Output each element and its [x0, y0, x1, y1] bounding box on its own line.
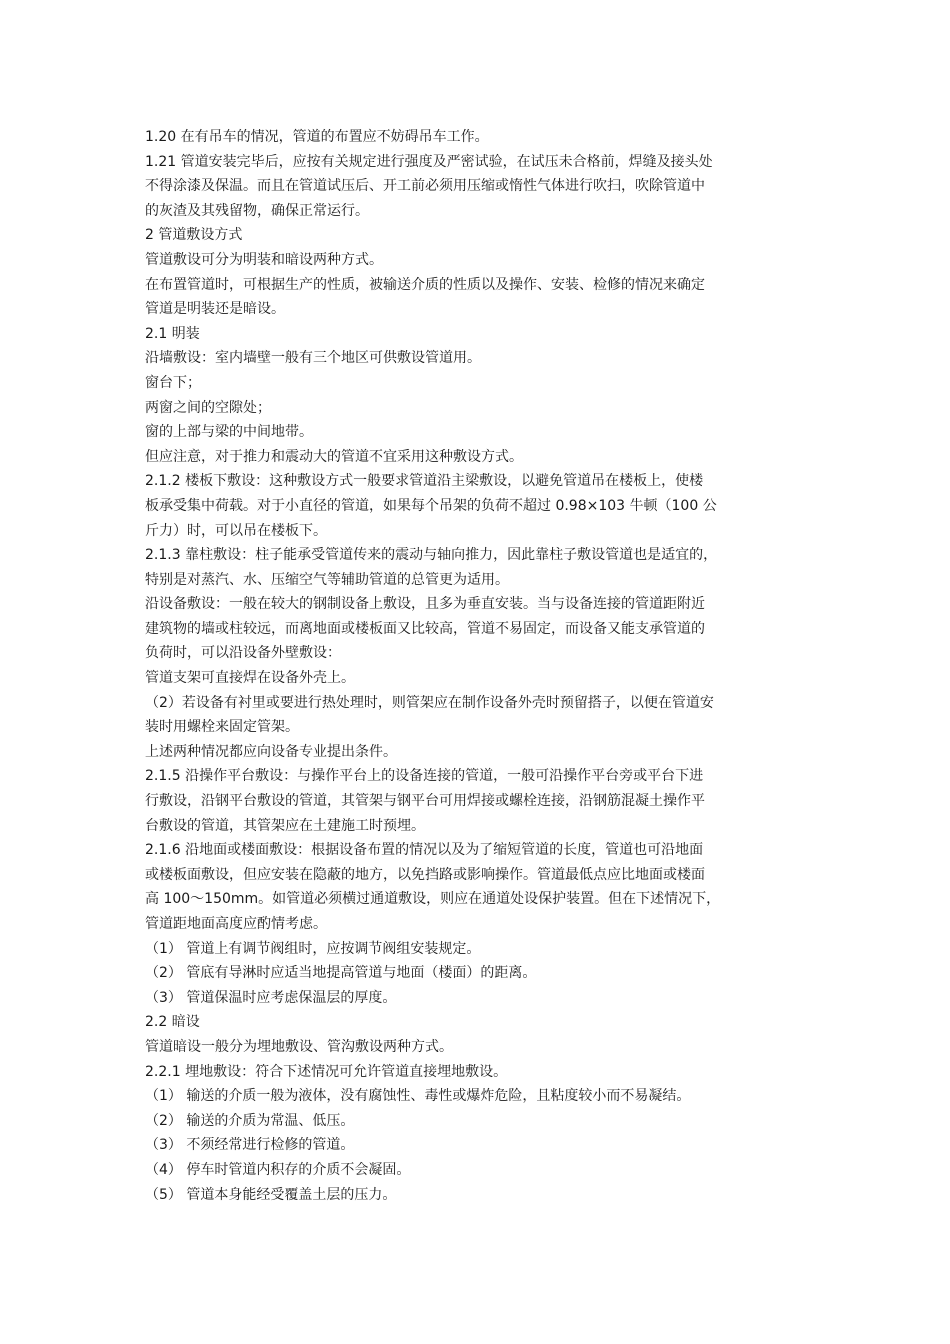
text-line: 2 管道敷设方式	[145, 227, 243, 244]
text-line: 或楼板面敷设，但应安装在隐蔽的地方，以免挡路或影响操作。管道最低点应比地面或楼面	[145, 866, 705, 883]
text-line: 上述两种情况都应向设备专业提出条件。	[145, 743, 397, 760]
text-line: 高 100～150mm。如管道必须横过通道敷设，则应在通道处设保护装置。但在下述情况下，	[145, 891, 721, 908]
text-line: （1） 管道上有调节阀组时，应按调节阀组安装规定。	[145, 940, 481, 957]
text-line: 2.2.1 埋地敷设：符合下述情况可允许管道直接埋地敷设。	[145, 1063, 508, 1080]
text-line: 负荷时，可以沿设备外壁敷设：	[145, 645, 341, 662]
text-line: （4） 停车时管道内积存的介质不会凝固。	[145, 1161, 411, 1178]
text-line: 管道支架可直接焊在设备外壳上。	[145, 670, 355, 687]
text-line: 窗的上部与梁的中间地带。	[145, 424, 313, 441]
text-line: （3） 不须经常进行检修的管道。	[145, 1137, 355, 1154]
text-line: 装时用螺栓来固定管架。	[145, 719, 299, 736]
text-line: 2.1.5 沿操作平台敷设：与操作平台上的设备连接的管道，一般可沿操作平台旁或平台下进	[145, 768, 704, 785]
text-line: 沿设备敷设：一般在较大的钢制设备上敷设，且多为垂直安装。当与设备连接的管道距附近	[145, 596, 705, 613]
text-line: 斤力）时，可以吊在楼板下。	[145, 522, 327, 539]
text-line: 1.21 管道安装完毕后，应按有关规定进行强度及严密试验，在试压未合格前，焊缝及接头处	[145, 153, 713, 170]
text-line: 2.1.3 靠柱敷设：柱子能承受管道传来的震动与轴向推力，因此靠柱子敷设管道也是适宜的，	[145, 547, 718, 564]
text-line: 台敷设的管道，其管架应在土建施工时预埋。	[145, 817, 425, 834]
text-line: 但应注意，对于推力和震动大的管道不宜采用这种敷设方式。	[145, 448, 523, 465]
text-line: （1） 输送的介质一般为液体，没有腐蚀性、毒性或爆炸危险，且粘度较小而不易凝结。	[145, 1088, 691, 1105]
text-line: 管道暗设一般分为埋地敷设、管沟敷设两种方式。	[145, 1038, 453, 1055]
text-line: （3） 管道保温时应考虑保温层的厚度。	[145, 989, 397, 1006]
text-line: 2.2 暗设	[145, 1014, 200, 1031]
text-line: （2）若设备有衬里或要进行热处理时，则管架应在制作设备外壳时预留搭子，以便在管道安	[145, 694, 714, 711]
text-line: 2.1 明装	[145, 325, 200, 342]
text-line: 2.1.2 楼板下敷设：这种敷设方式一般要求管道沿主梁敷设，以避免管道吊在楼板上，使楼	[145, 473, 704, 490]
text-line: 行敷设，沿钢平台敷设的管道，其管架与钢平台可用焊接或螺栓连接，沿钢筋混凝土操作平	[145, 793, 705, 810]
text-line: 1.20 在有吊车的情况，管道的布置应不妨碍吊车工作。	[145, 129, 489, 145]
text-line: 板承受集中荷载。对于小直径的管道，如果每个吊架的负荷不超过 0.98×103 牛顿（100 公	[145, 497, 717, 514]
text-line: 沿墙敷设：室内墙壁一般有三个地区可供敷设管道用。	[145, 350, 481, 367]
document-body	[145, 125, 810, 1207]
text-line: 的灰渣及其残留物，确保正常运行。	[145, 202, 369, 219]
text-line: 管道是明装还是暗设。	[145, 301, 285, 318]
text-line: 在布置管道时，可根据生产的性质，被输送介质的性质以及操作、安装、检修的情况来确定	[145, 276, 705, 293]
text-line: 两窗之间的空隙处；	[145, 399, 271, 416]
text-line: （2） 输送的介质为常温、低压。	[145, 1112, 355, 1129]
text-line: （5） 管道本身能经受覆盖土层的压力。	[145, 1186, 397, 1203]
text-line: 管道距地面高度应酌情考虑。	[145, 916, 327, 932]
text-line: （2） 管底有导淋时应适当地提高管道与地面（楼面）的距离。	[145, 965, 537, 982]
text-line: 特别是对蒸汽、水、压缩空气等辅助管道的总管更为适用。	[145, 571, 509, 588]
text-line: 建筑物的墙或柱较远，而离地面或楼板面又比较高，管道不易固定，而设备又能支承管道的	[145, 620, 705, 637]
text-line: 2.1.6 沿地面或楼面敷设：根据设备布置的情况以及为了缩短管道的长度，管道也可沿地面	[145, 842, 704, 859]
text-line: 不得涂漆及保温。而且在管道试压后、开工前必须用压缩或惰性气体进行吹扫，吹除管道中	[145, 178, 705, 195]
text-line: 窗台下；	[145, 374, 201, 391]
text-line: 管道敷设可分为明装和暗设两种方式。	[145, 251, 383, 268]
